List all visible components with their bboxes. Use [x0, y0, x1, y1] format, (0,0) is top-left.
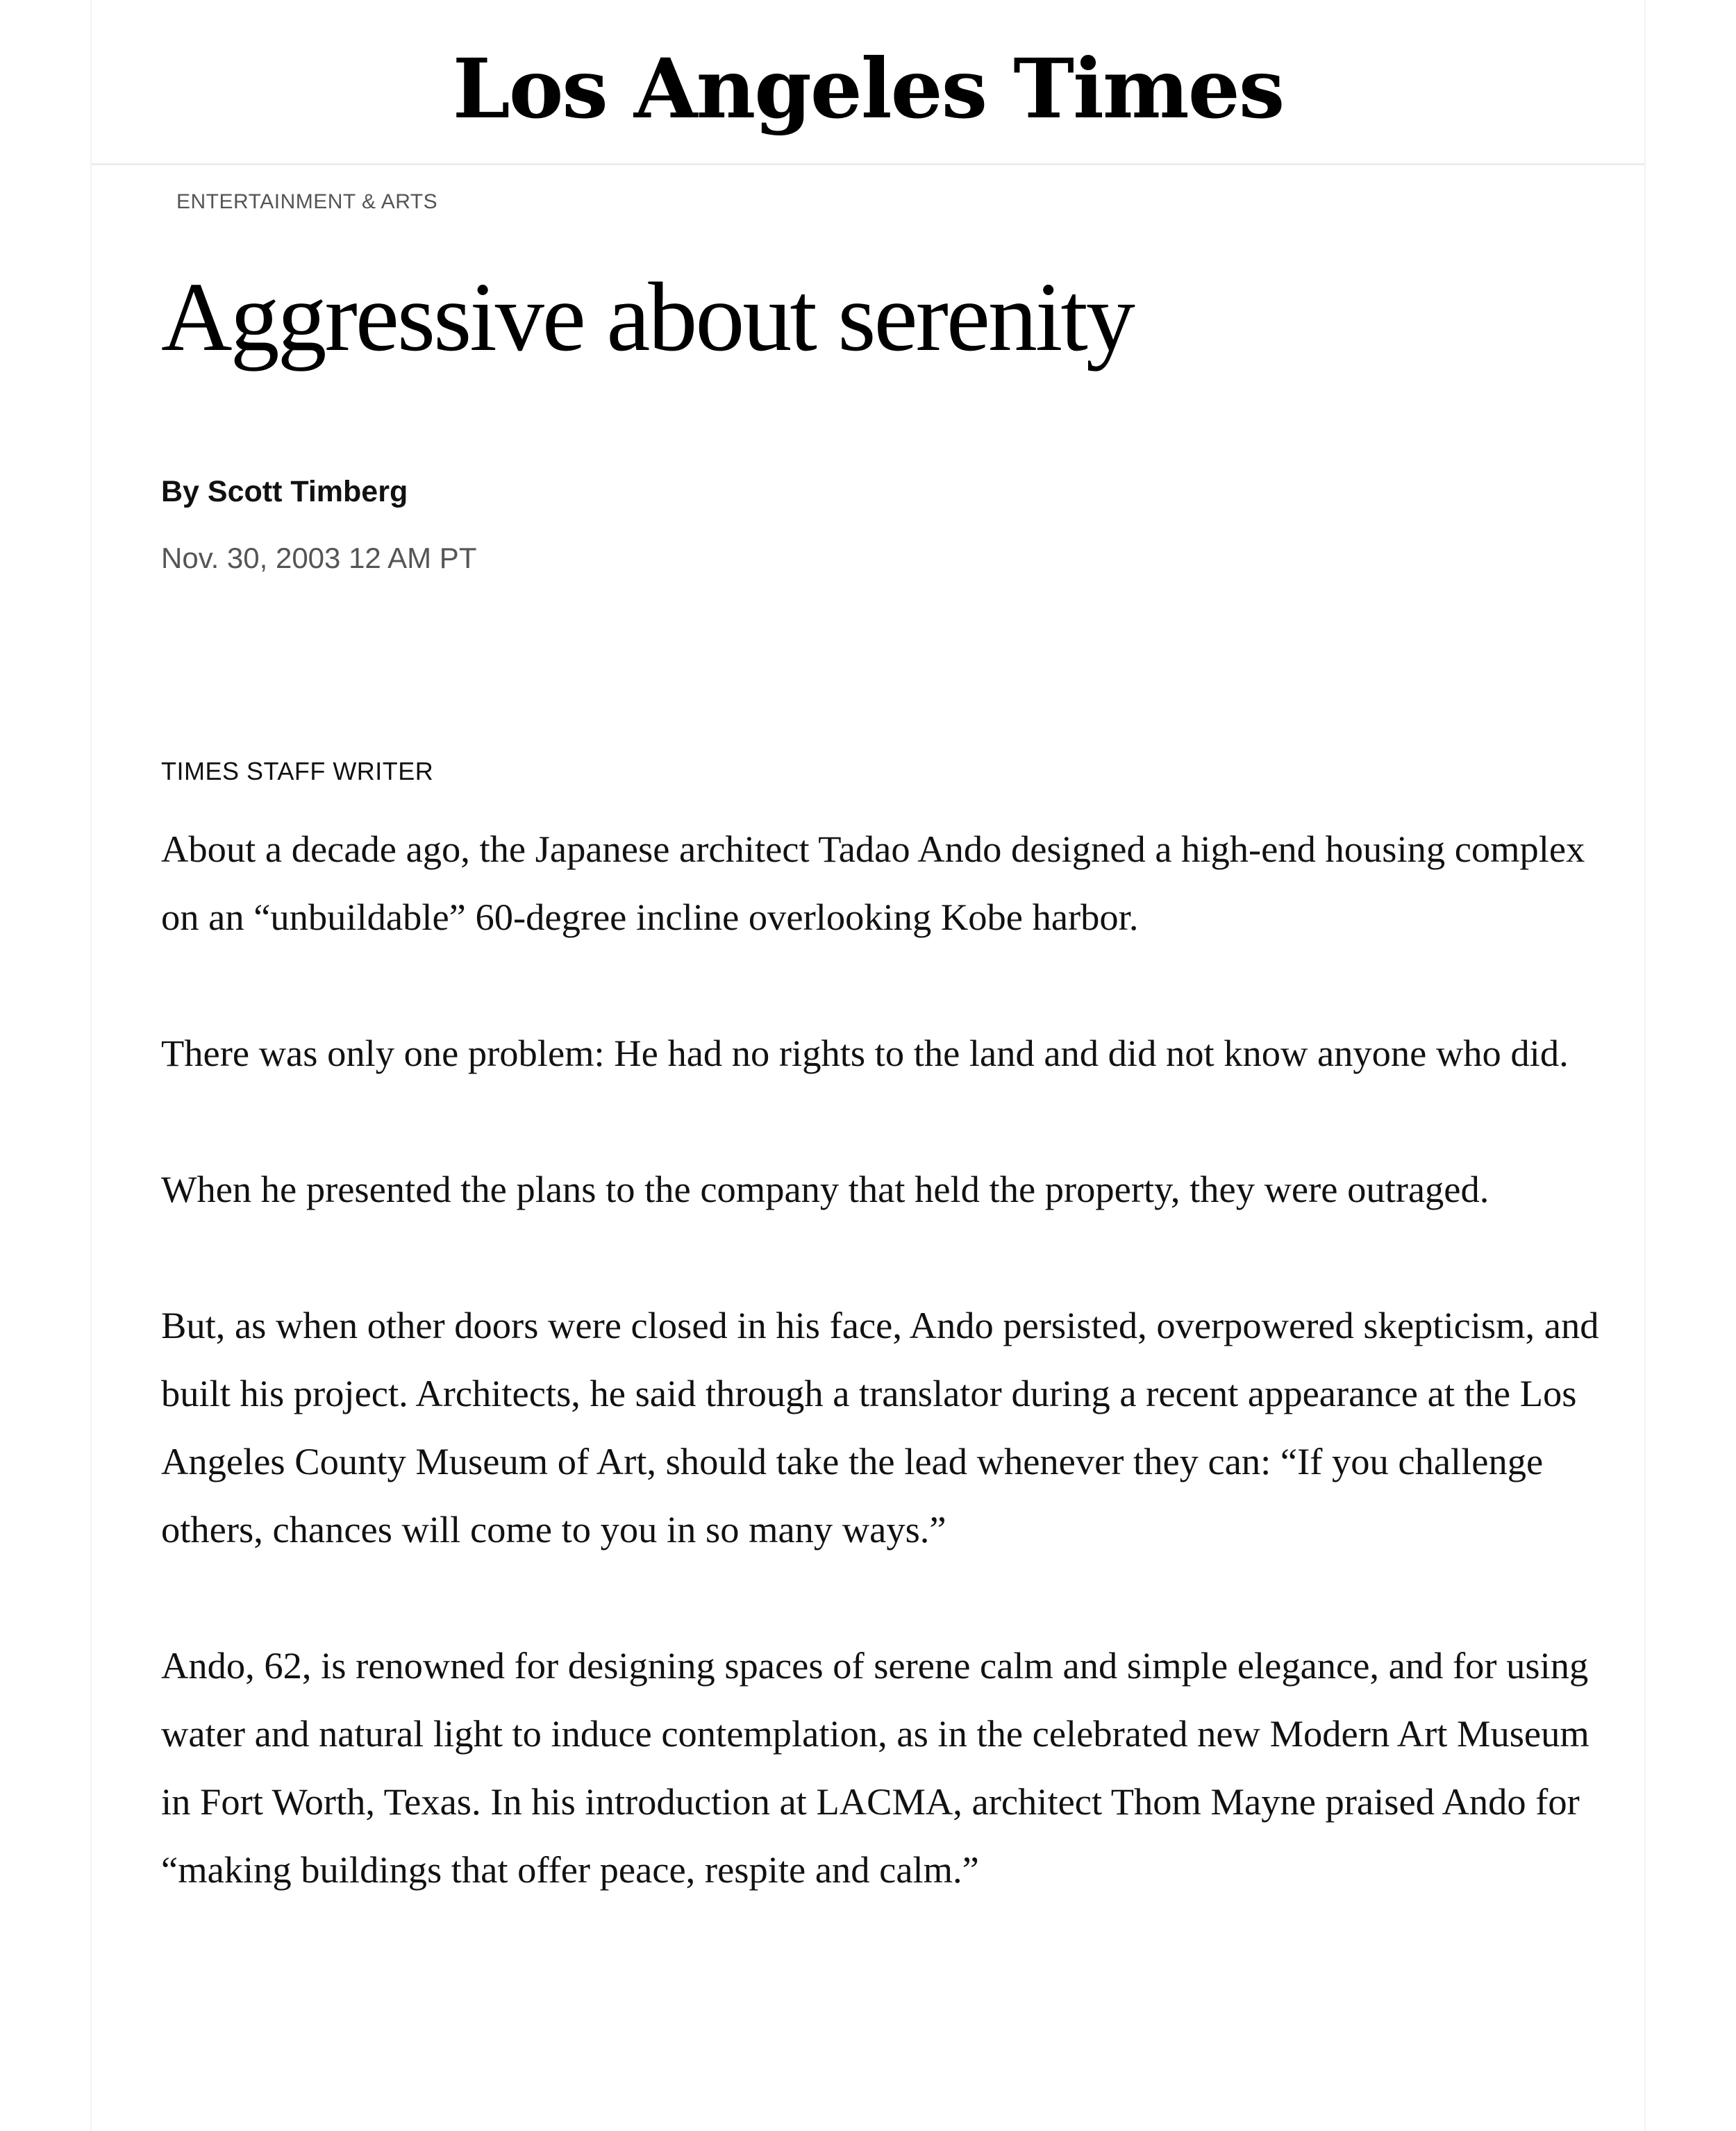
masthead: [92, 0, 1644, 165]
paragraph: There was only one problem: He had no rights to the land and did not know anyone who did.: [161, 1032, 1569, 1074]
article-body: [161, 815, 1626, 1972]
paragraph: About a decade ago, the Japanese architect Tadao Ando designed a high-end housing complex on an “unbuildable” 60-degree incline overlooking Kobe harbor.: [161, 828, 1585, 938]
byline-prefix: By: [161, 475, 199, 508]
paragraph: When he presented the plans to the company that held the property, they were outraged.: [161, 1168, 1489, 1210]
paragraph: But, as when other doors were closed in his face, Ando persisted, overpowered skepticism, and built his project. Architects, he said through a translator during a recent appearance at the Los Angeles County Museum of Art, should take the lead whenever they can: “If you challenge others, chances will come to you in so many ways.”: [161, 1304, 1599, 1551]
headline: Aggressive about serenity: [161, 262, 1133, 371]
site-logo[interactable]: Los Angeles Times: [452, 40, 1284, 137]
staff-label: TIMES STAFF WRITER: [161, 757, 434, 785]
section-label[interactable]: ENTERTAINMENT & ARTS: [176, 190, 438, 213]
byline: [161, 475, 408, 509]
author-link[interactable]: Scott Timberg: [207, 475, 408, 508]
paragraph: Ando, 62, is renowned for designing spaces of serene calm and simple elegance, and for using water and natural light to induce contemplation, as in the celebrated new Modern Art Museum in Fort Worth, Texas. In his introduction at LACMA, architect Thom Mayne praised Ando for “making buildings that offer peace, respite and calm.”: [161, 1644, 1589, 1891]
article-page: [90, 0, 1646, 2131]
publish-date: Nov. 30, 2003 12 AM PT: [161, 542, 477, 574]
